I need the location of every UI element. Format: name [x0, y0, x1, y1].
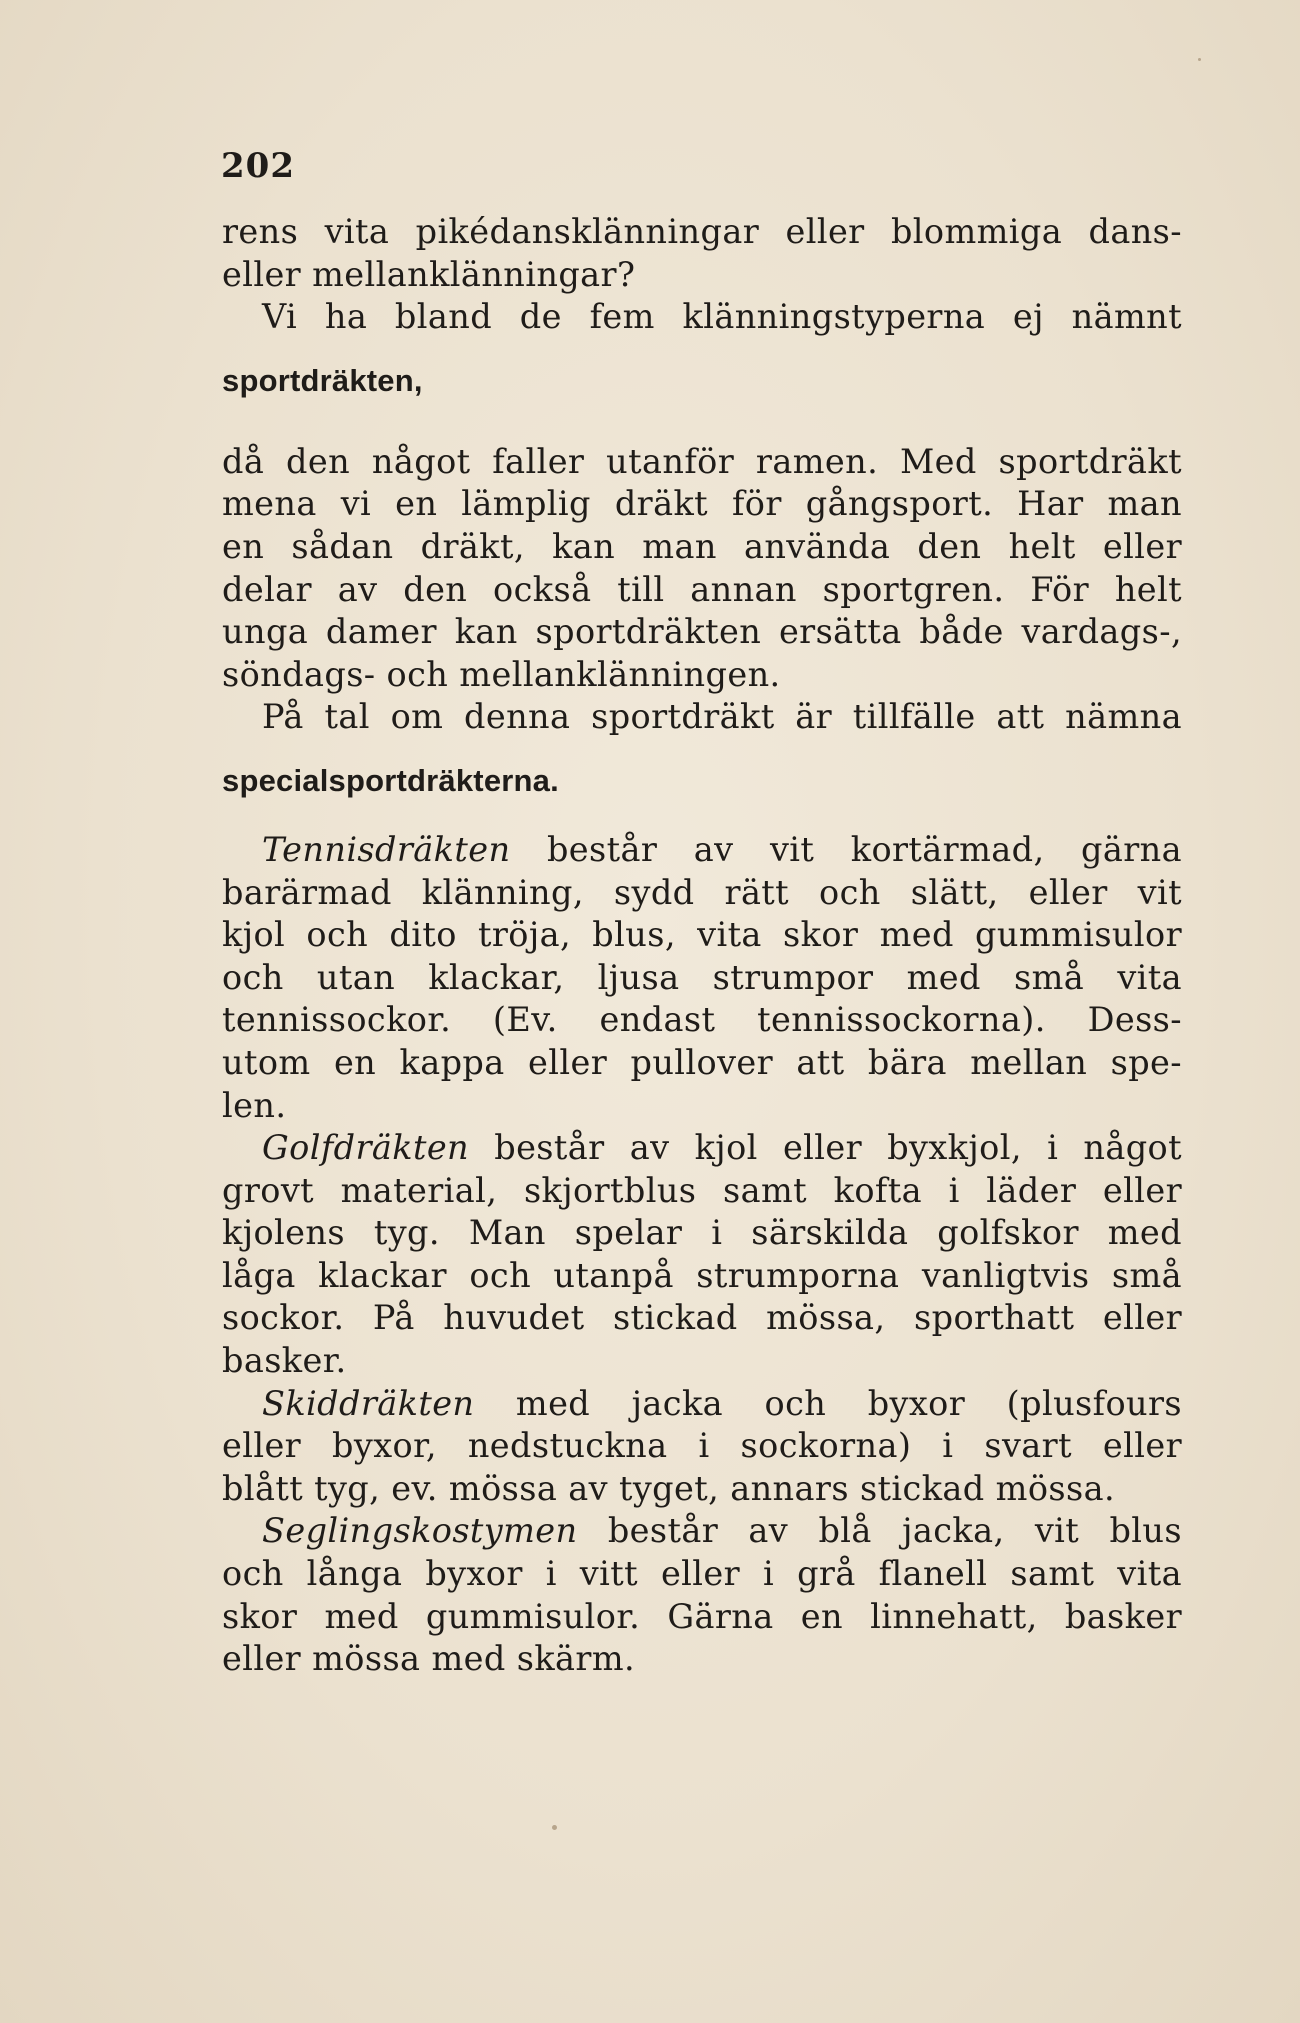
text-fragment: består av blå jacka, vit blus — [607, 1511, 1182, 1551]
paragraph-sportdrakt — [222, 441, 1182, 739]
text-line: basker. — [222, 1341, 347, 1381]
text-line — [222, 1383, 1182, 1426]
text-line: På tal om denna sportdräkt är tillfälle att nämna — [262, 697, 1182, 737]
paragraph-intro — [222, 211, 1182, 339]
text-fragment: består av kjol eller byxkjol, i något — [494, 1128, 1182, 1168]
body-text — [222, 211, 1182, 1681]
paper-speck — [552, 1825, 557, 1830]
text-line: tennissockor. (Ev. endast tennissockorna). Dess- — [222, 1000, 1182, 1040]
text-fragment: med jacka och byxor (plusfours — [515, 1383, 1182, 1423]
text-line — [222, 1510, 1182, 1553]
text-line: en sådan dräkt, kan man använda den helt eller — [222, 526, 1182, 566]
text-line: eller byxor, nedstuckna i sockorna) i svart eller — [222, 1426, 1182, 1466]
paragraph-golf — [222, 1127, 1182, 1383]
text-line: söndags- och mellanklänningen. — [222, 654, 781, 694]
text-fragment: består av vit kortärmad, gärna — [546, 829, 1182, 869]
text-line: och långa byxor i vitt eller i grå flanell samt vita — [222, 1554, 1182, 1594]
text-line: blått tyg, ev. mössa av tyget, annars stickad mössa. — [222, 1468, 1115, 1508]
paragraph-sailing — [222, 1510, 1182, 1680]
paper-speck — [1198, 58, 1201, 61]
heading-specialsportdrakterna: specialsportdräkterna. — [222, 762, 559, 798]
heading-sportdrakten: sportdräkten, — [222, 362, 423, 398]
text-line: skor med gummisulor. Gärna en linnehatt, basker — [222, 1596, 1182, 1636]
text-line: mena vi en lämplig dräkt för gångsport. Har man — [222, 484, 1182, 524]
text-line: utom en kappa eller pullover att bära mellan spe- — [222, 1042, 1182, 1082]
text-line — [222, 829, 1182, 872]
page-number: 202 — [221, 146, 295, 186]
text-line: eller mellanklänningar? — [222, 254, 636, 294]
text-line: grovt material, skjortblus samt kofta i läder eller — [222, 1170, 1182, 1210]
text-line: låga klackar och utanpå strumporna vanligtvis små — [222, 1255, 1182, 1295]
text-line: Vi ha bland de fem klänningstyperna ej nämnt — [262, 297, 1182, 337]
text-line: delar av den också till annan sportgren. För helt — [222, 569, 1182, 609]
text-line: kjol och dito tröja, blus, vita skor med gummisulor — [222, 915, 1182, 955]
text-line: unga damer kan sportdräkten ersätta både vardags-, — [222, 612, 1182, 652]
text-line: kjolens tyg. Man spelar i särskilda golfskor med — [222, 1213, 1182, 1253]
text-line: då den något faller utanför ramen. Med sportdräkt — [222, 441, 1182, 481]
text-line: barärmad klänning, sydd rätt och slätt, eller vit — [222, 872, 1182, 912]
term-seglingskostymen: Seglingskostymen — [262, 1511, 578, 1551]
text-line — [222, 1127, 1182, 1170]
paragraph-ski — [222, 1383, 1182, 1511]
text-line: och utan klackar, ljusa strumpor med små vita — [222, 957, 1182, 997]
term-skiddrakten: Skiddräkten — [262, 1383, 475, 1423]
text-line: len. — [222, 1085, 287, 1125]
term-tennisdrakten: Tennisdräkten — [262, 829, 511, 869]
paragraph-tennis — [222, 829, 1182, 1127]
text-line: eller mössa med skärm. — [222, 1639, 636, 1679]
term-golfdrakten: Golfdräkten — [262, 1128, 470, 1168]
text-line: sockor. På huvudet stickad mössa, sporthatt eller — [222, 1298, 1182, 1338]
text-line: rens vita pikédansklänningar eller blommiga dans- — [222, 212, 1182, 251]
